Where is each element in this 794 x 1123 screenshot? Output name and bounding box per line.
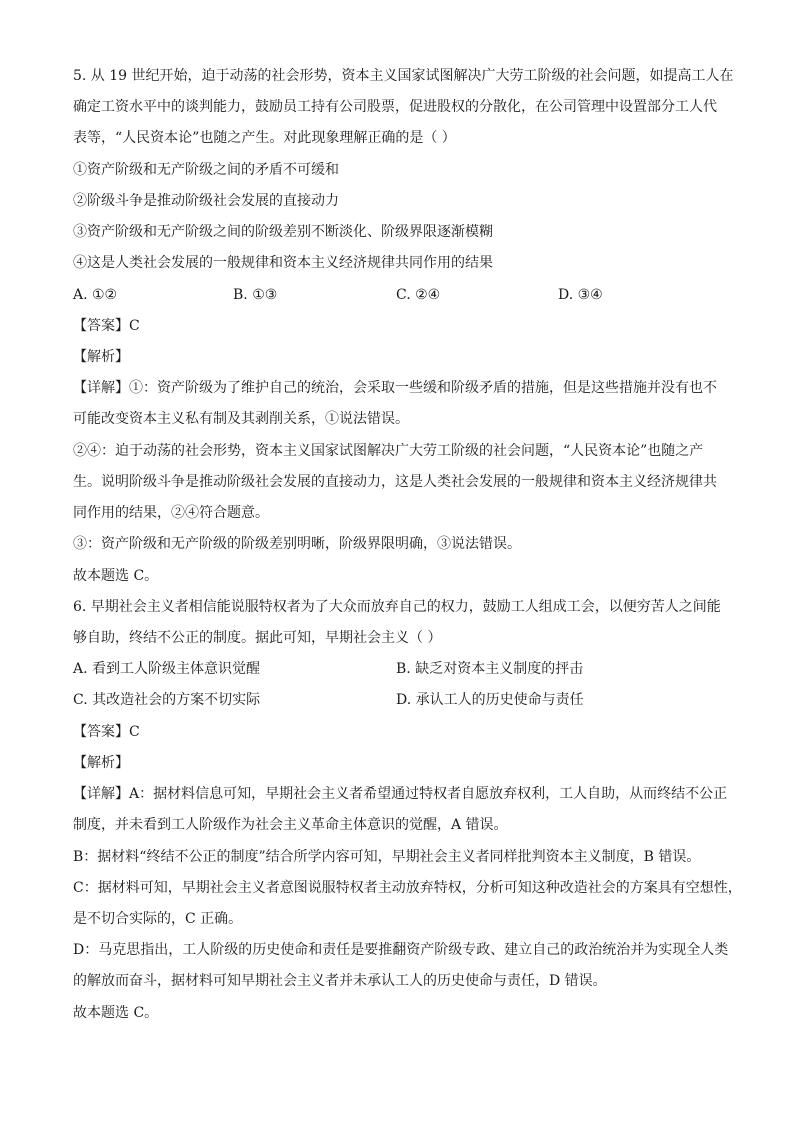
q6-detail-line-5: 是不切合实际的，C 正确。 (73, 911, 243, 927)
q5-option-d: D. ③④ (558, 287, 603, 303)
q6-answer (73, 722, 140, 742)
q5-option-a: A. ①② (73, 287, 118, 303)
q5-stem-line-2: 确定工资水平中的谈判能力，鼓励员工持有公司股票，促进股权的分散化，在公司管理中设置部分工人代 (73, 99, 717, 115)
q5-stem-line-1: 5. 从 19 世纪开始，迫于动荡的社会形势，资本主义国家试图解决广大劳工阶级的社会问题，如提高工人在 (73, 68, 734, 84)
q6-answer-value: C (129, 724, 140, 740)
q5-detail-line-4: 生。说明阶级斗争是推动阶级社会发展的直接动力，这是人类社会发展的一般规律和资本主义经济规律共 (73, 474, 717, 490)
q5-detail-line-7: 故本题选 C。 (73, 568, 159, 584)
q6-option-b: B. 缺乏对资本主义制度的抨击 (396, 661, 584, 677)
q5-statement-3: ③资产阶级和无产阶级之间的阶级差别不断淡化、阶级界限逐渐模糊 (73, 224, 493, 240)
q5-detail-line-2: 可能改变资本主义私有制及其剥削关系，①说法错误。 (73, 411, 409, 427)
q6-stem-line-1: 6. 早期社会主义者相信能说服特权者为了大众而放弃自己的权力，鼓励工人组成工会，以便穷苦人之间能 (73, 599, 721, 615)
q5-statement-4: ④这是人类社会发展的一般规律和资本主义经济规律共同作用的结果 (73, 255, 493, 271)
q5-answer-label: 【答案】 (73, 318, 129, 334)
q5-option-c: C. ②④ (396, 287, 441, 303)
q6-detail-line-2: 制度，并未看到工人阶级作为社会主义革命主体意识的觉醒，A 错误。 (73, 817, 508, 833)
q6-detail-line-1: 【详解】A：据材料信息可知，早期社会主义者希望通过特权者自愿放弃权利，工人自助，从而终结不公正 (73, 786, 728, 802)
q5-detail-line-6: ③：资产阶级和无产阶级的阶级差别明晰，阶级界限明确，③说法错误。 (73, 536, 521, 552)
q5-option-b: B. ①③ (233, 287, 278, 303)
q6-detail-line-4: C：据材料可知，早期社会主义者意图说服特权者主动放弃特权，分析可知这种改造社会的方案具有空想性， (73, 880, 742, 896)
q5-detail-line-1: 【详解】①：资产阶级为了维护自己的统治，会采取一些缓和阶级矛盾的措施，但是这些措施并没有也不 (73, 380, 717, 396)
q6-analysis-label: 【解析】 (73, 755, 129, 771)
q6-detail-line-6: D：马克思指出，工人阶级的历史使命和责任是要推翻资产阶级专政、建立自己的政治统治并为实现全人类 (73, 942, 729, 958)
q6-option-a: A. 看到工人阶级主体意识觉醒 (73, 661, 261, 677)
q6-stem-line-2: 够自助，终结不公正的制度。据此可知，早期社会主义（ ） (73, 630, 442, 646)
q6-detail-line-7: 的解放而奋斗，据材料可知早期社会主义者并未承认工人的历史使命与责任，D 错误。 (73, 973, 607, 989)
q5-statement-2: ②阶级斗争是推动阶级社会发展的直接动力 (73, 193, 339, 209)
q6-option-c: C. 其改造社会的方案不切实际 (73, 692, 261, 708)
q6-detail-line-8: 故本题选 C。 (73, 1005, 159, 1021)
q5-detail-line-5: 同作用的结果，②④符合题意。 (73, 505, 269, 521)
q5-answer (73, 316, 140, 336)
q5-stem-line-3: 表等，“人民资本论”也随之产生。对此现象理解正确的是（ ） (73, 130, 456, 146)
q6-option-d: D. 承认工人的历史使命与责任 (396, 692, 584, 708)
q5-answer-value: C (129, 318, 140, 334)
q5-statement-1: ①资产阶级和无产阶级之间的矛盾不可缓和 (73, 162, 339, 178)
q5-detail-line-3: ②④：迫于动荡的社会形势，资本主义国家试图解决广大劳工阶级的社会问题，“人民资本论”也随之产 (73, 443, 704, 459)
q6-answer-label: 【答案】 (73, 724, 129, 740)
q5-analysis-label: 【解析】 (73, 349, 129, 365)
q6-detail-line-3: B：据材料“终结不公正的制度”结合所学内容可知，早期社会主义者同样批判资本主义制度，B 错误。 (73, 849, 701, 865)
